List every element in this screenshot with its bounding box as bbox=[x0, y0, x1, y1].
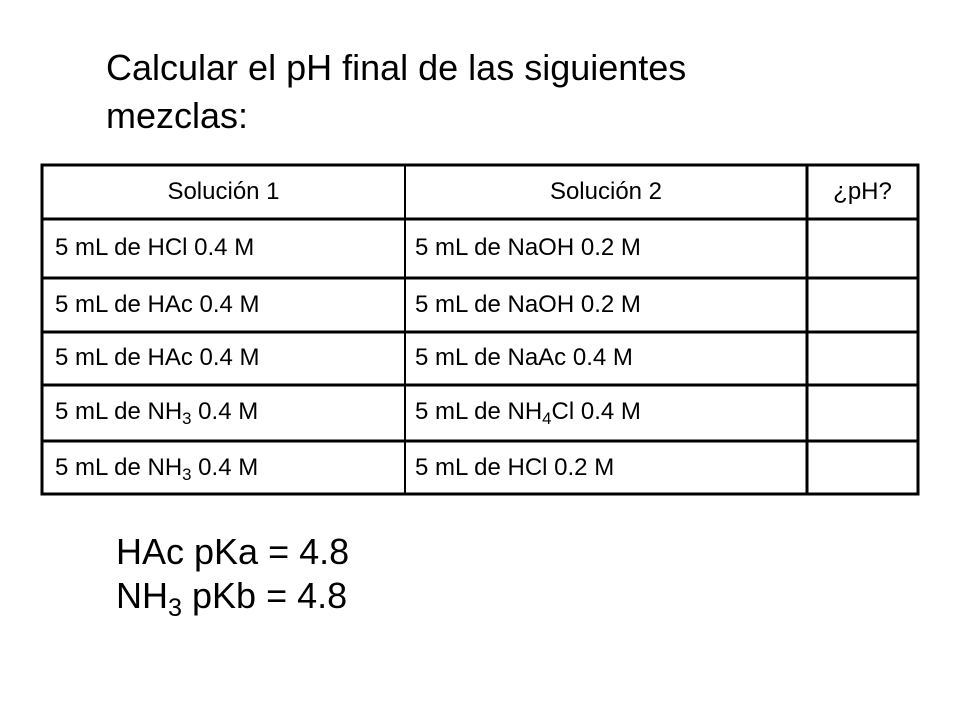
header-solucion-1: Solución 1 bbox=[167, 178, 280, 205]
row-5-solucion-1: 5 mL de $NH_3$ 0.4 M bbox=[55, 454, 259, 485]
row-4-solucion-2: 5 mL de $NH_4Cl$ 0.4 M bbox=[415, 398, 641, 429]
title-line-1: Calcular el pH final de las siguientes bbox=[106, 47, 687, 88]
hac-pka: HAc pKa = 4.8 bbox=[116, 531, 350, 572]
constants-block bbox=[116, 530, 350, 622]
row-3-solucion-1: 5 mL de HAc 0.4 M bbox=[55, 344, 260, 371]
nh3-pkb: $NH_3$ pKb = 4.8 bbox=[116, 575, 348, 622]
header-solucion-2: Solución 2 bbox=[549, 178, 663, 205]
row-1-solucion-2: 5 mL de NaOH 0.2 M bbox=[415, 234, 641, 261]
row-1-solucion-1: 5 mL de HCl 0.4 M bbox=[55, 234, 255, 261]
row-4-solucion-1: 5 mL de $NH_3$ 0.4 M bbox=[55, 398, 259, 429]
row-2-solucion-2: 5 mL de NaOH 0.2 M bbox=[415, 291, 641, 318]
title-line-2: mezclas: bbox=[106, 95, 249, 136]
header-ph: ¿pH? bbox=[833, 178, 892, 205]
row-5-solucion-2: 5 mL de HCl 0.2 M bbox=[415, 454, 615, 481]
row-3-solucion-2: 5 mL de NaAc 0.4 M bbox=[415, 344, 633, 371]
row-2-solucion-1: 5 mL de HAc 0.4 M bbox=[55, 291, 260, 318]
